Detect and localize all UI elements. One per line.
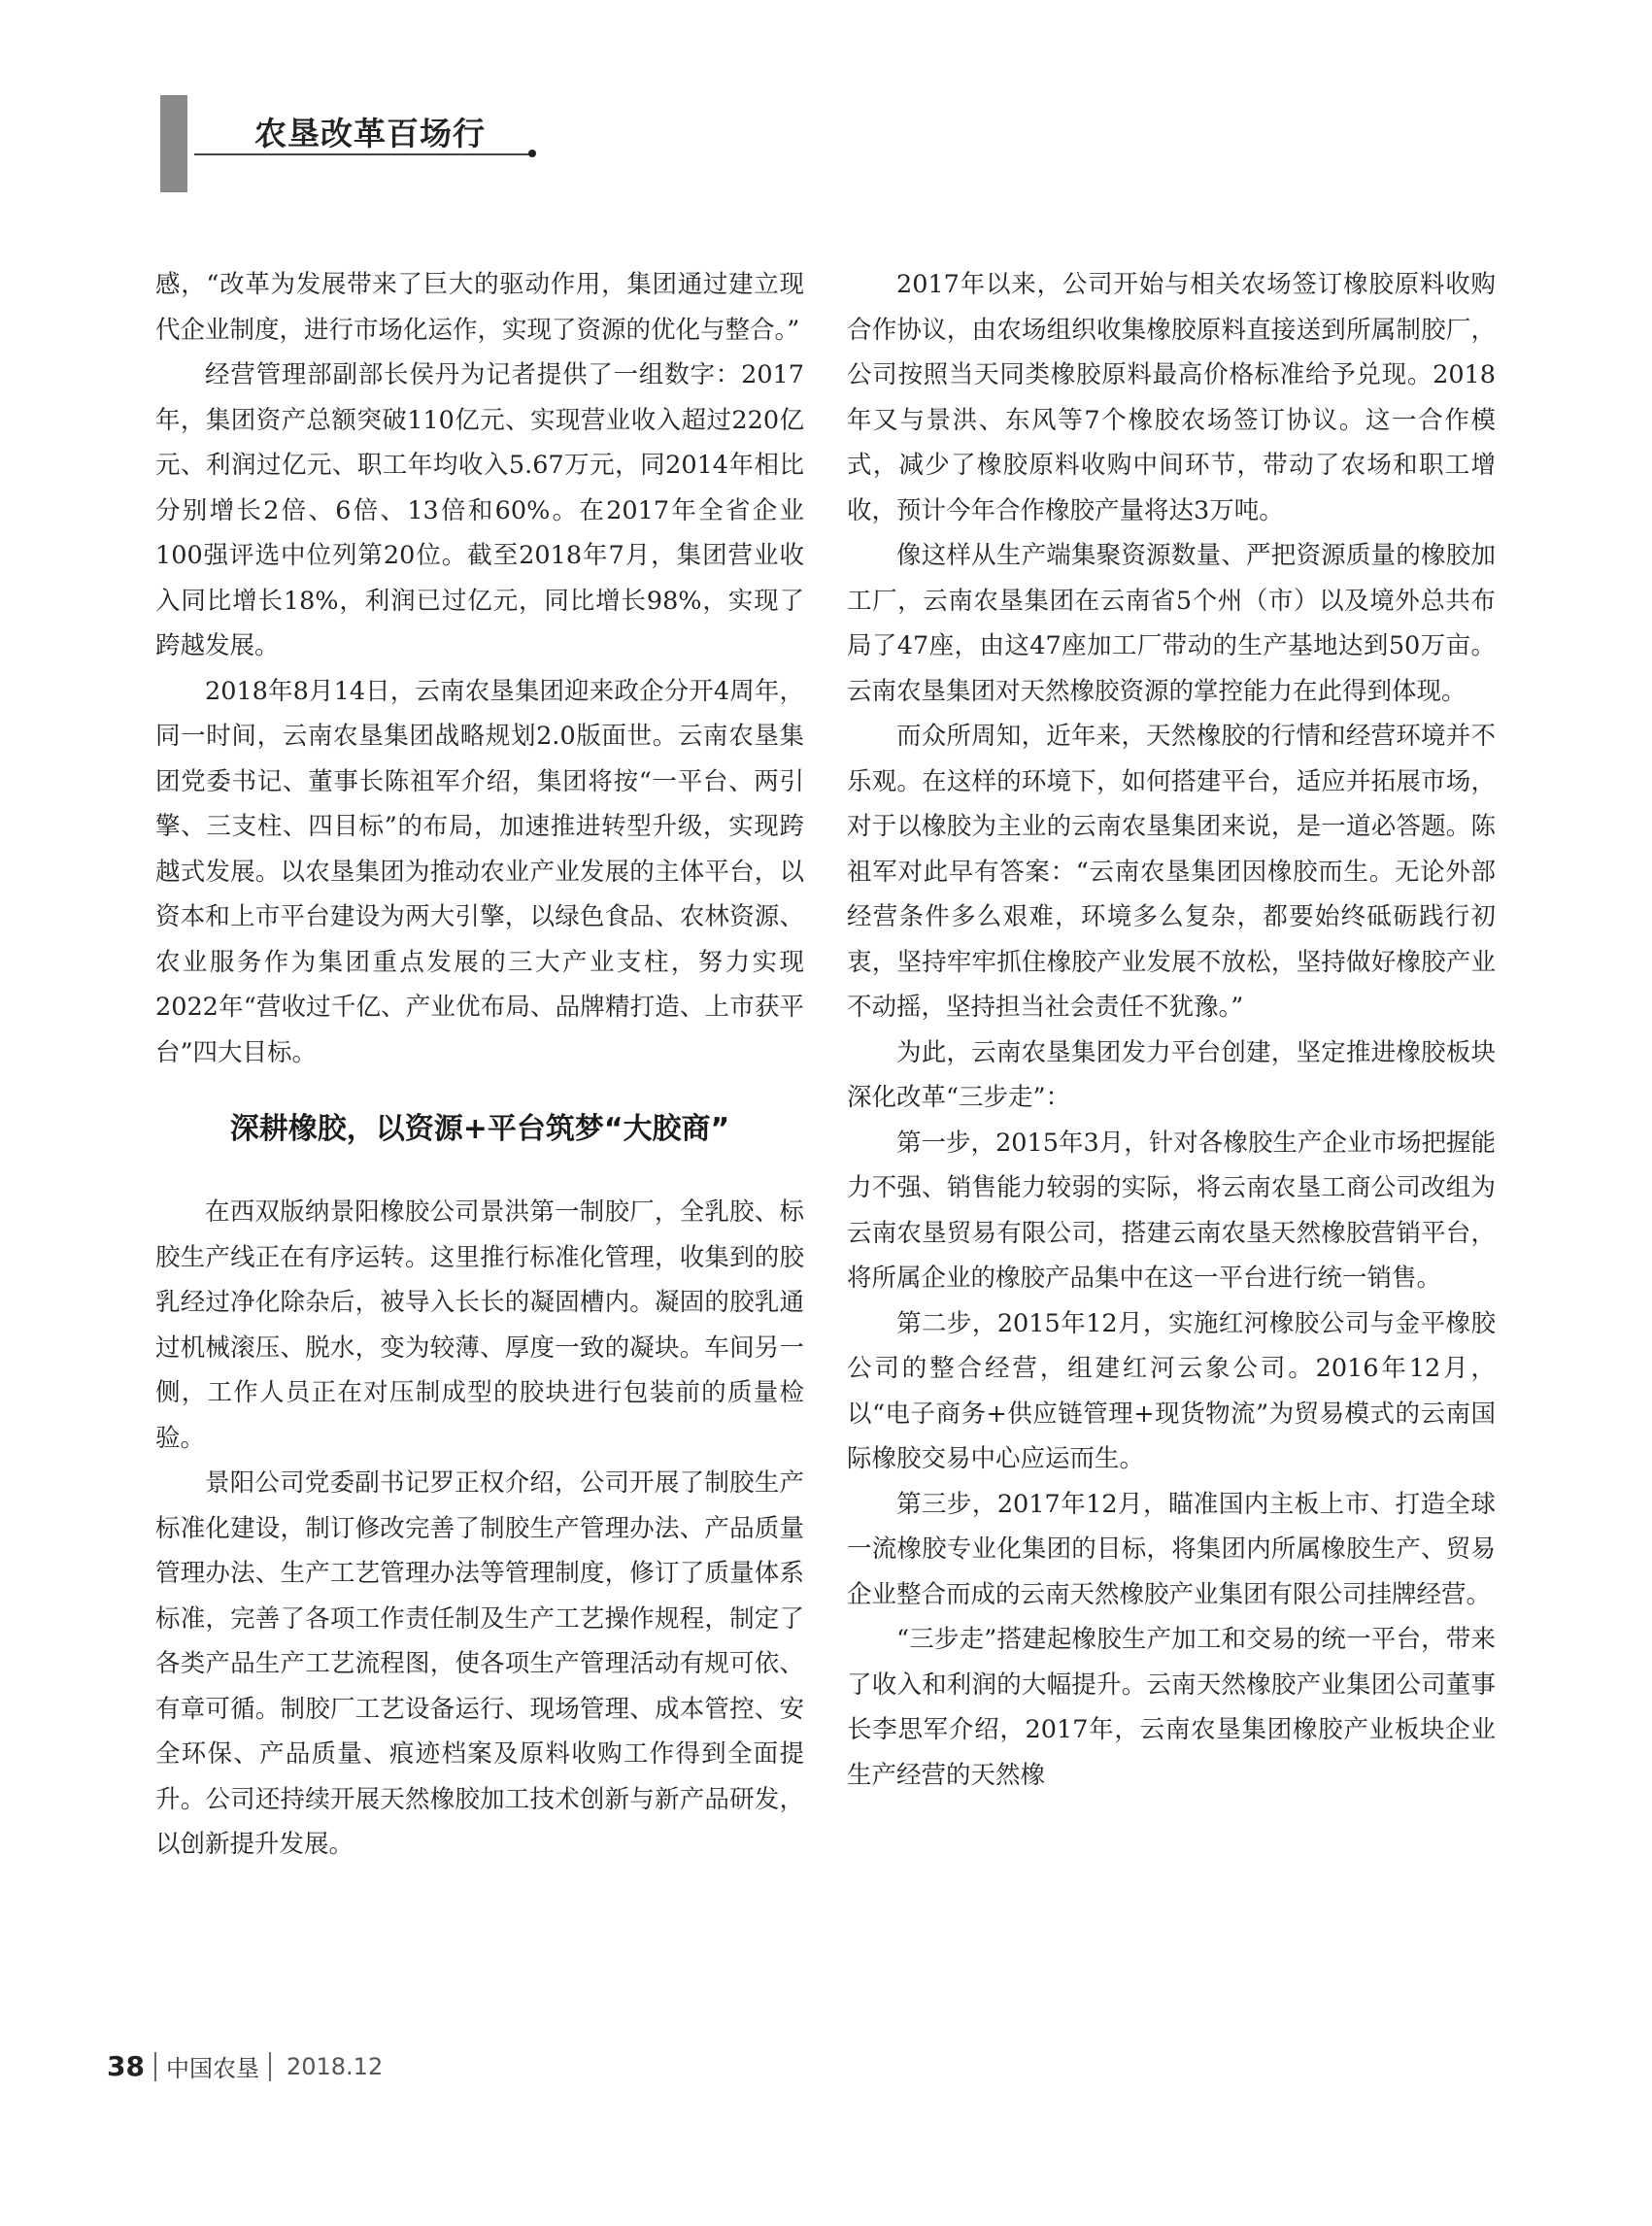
paragraph: 为此，云南农垦集团发力平台创建，坚定推进橡胶板块深化改革“三步走”： [847, 1037, 1496, 1112]
paragraph: 2018年8月14日，云南农垦集团迎来政企分开4周年，同一时间，云南农垦集团战略规划2.0版面世。云南农垦集团党委书记、董事长陈祖军介绍，集团将按“一平台、两引擎、三支柱、四目标”的布局，加速推进转型升级，实现跨越式发展。以农垦集团为推动农业产业发展的主体平台，以资本和上市平台建设为两大引擎，以绿色食品、农林资源、农业服务作为集团重点发展的三大产业支柱，努力实现2022年“营收过千亿、产业优布局、品牌精打造、上市获平台”四大目标。 [155, 676, 804, 1067]
paragraph: 感，“改革为发展带来了巨大的驱动作用，集团通过建立现代企业制度，进行市场化运作，实现了资源的优化与整合。” [155, 270, 804, 345]
paragraph: 第一步，2015年3月，针对各橡胶生产企业市场把握能力不强、销售能力较弱的实际，将云南农垦工商公司改组为云南农垦贸易有限公司，搭建云南农垦天然橡胶营销平台，将所属企业的橡胶产品集中在这一平台进行统一销售。 [847, 1128, 1496, 1293]
paragraph: 经营管理部副部长侯丹为记者提供了一组数字：2017年，集团资产总额突破110亿元、实现营业收入超过220亿元、利润过亿元、职工年均收入5.67万元，同2014年相比分别增长2倍、6倍、13倍和60%。在2017年全省企业100强评选中位列第20位。截至2018年7月，集团营业收入同比增长18%，利润已过亿元，同比增长98%，实现了跨越发展。 [155, 360, 804, 660]
section-heading: 深耕橡胶，以资源+平台筑梦“大胶商” [229, 1112, 730, 1146]
header-accent-bar [160, 95, 187, 192]
paragraph: 在西双版纳景阳橡胶公司景洪第一制胶厂，全乳胶、标胶生产线正在有序运转。这里推行标准化管理，收集到的胶乳经过净化除杂后，被导入长长的凝固槽内。凝固的胶乳通过机械滚压、脱水，变为较薄、厚度一致的凝块。车间另一侧，工作人员正在对压制成型的胶块进行包装前的质量检验。 [155, 1197, 804, 1453]
paragraph: 第三步，2017年12月，瞄准国内主板上市、打造全球一流橡胶专业化集团的目标，将集团内所属橡胶生产、贸易企业整合而成的云南天然橡胶产业集团有限公司挂牌经营。 [847, 1489, 1496, 1609]
paragraph: 第二步，2015年12月，实施红河橡胶公司与金平橡胶公司的整合经营，组建红河云象公司。2016年12月，以“电子商务+供应链管理+现货物流”为贸易模式的云南国际橡胶交易中心应运而生。 [847, 1308, 1496, 1473]
paragraph: “三步走”搭建起橡胶生产加工和交易的统一平台，带来了收入和利润的大幅提升。云南天然橡胶产业集团公司董事长李思军介绍，2017年，云南农垦集团橡胶产业板块企业生产经营的天然橡 [847, 1625, 1496, 1790]
magazine-name: 中国农垦 [165, 2055, 259, 2082]
header-dot [528, 150, 536, 157]
footer-divider [269, 2052, 271, 2081]
header-rule [194, 153, 529, 155]
right-column [847, 262, 1496, 1798]
page-footer [107, 2049, 383, 2083]
paragraph: 而众所周知，近年来，天然橡胶的行情和经营环境并不乐观。在这样的环境下，如何搭建平台，适应并拓展市场，对于以橡胶为主业的云南农垦集团来说，是一道必答题。陈祖军对此早有答案：“云南农垦集团因橡胶而生。无论外部经营条件多么艰难，环境多么复杂，都要始终砥砺践行初衷，坚持牢牢抓住橡胶产业发展不放松，坚持做好橡胶产业不动摇，坚持担当社会责任不犹豫。” [847, 722, 1496, 1022]
section-header-title: 农垦改革百场行 [254, 115, 486, 152]
issue-date: 2018.12 [286, 2052, 384, 2080]
left-column [155, 262, 804, 1868]
paragraph: 景阳公司党委副书记罗正权介绍，公司开展了制胶生产标准化建设，制订修改完善了制胶生产管理办法、产品质量管理办法、生产工艺管理办法等管理制度，修订了质量体系标准，完善了各项工作责任制及生产工艺操作规程，制定了各类产品生产工艺流程图，使各项生产管理活动有规可依、有章可循。制胶厂工艺设备运行、现场管理、成本管控、安全环保、产品质量、痕迹档案及原料收购工作得到全面提升。公司还持续开展天然橡胶加工技术创新与新产品研发，以创新提升发展。 [155, 1468, 804, 1859]
paragraph: 2017年以来，公司开始与相关农场签订橡胶原料收购合作协议，由农场组织收集橡胶原料直接送到所属制胶厂，公司按照当天同类橡胶原料最高价格标准给予兑现。2018年又与景洪、东风等7个橡胶农场签订协议。这一合作模式，减少了橡胶原料收购中间环节，带动了农场和职工增收，预计今年合作橡胶产量将达3万吨。 [847, 270, 1496, 525]
footer-divider [154, 2052, 156, 2081]
paragraph: 像这样从生产端集聚资源数量、严把资源质量的橡胶加工厂，云南农垦集团在云南省5个州（市）以及境外总共布局了47座，由这47座加工厂带动的生产基地达到50万亩。云南农垦集团对天然橡胶资源的掌控能力在此得到体现。 [847, 541, 1496, 706]
page-number: 38 [107, 2050, 145, 2082]
